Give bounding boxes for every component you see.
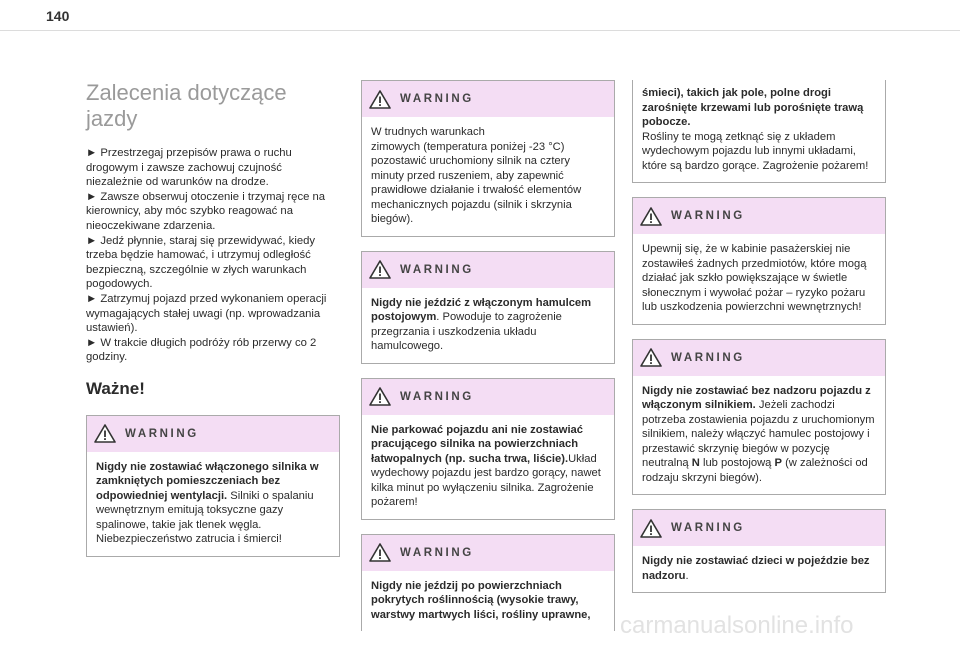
warning-text — [362, 571, 614, 632]
warning-header — [87, 416, 339, 452]
gear-neutral-label: N — [691, 457, 700, 469]
warning-text — [87, 452, 339, 556]
warning-header — [362, 252, 614, 288]
warning-plain-text: W trudnych warunkach — [371, 126, 485, 138]
warning-bold-text: Nigdy nie zostawiać włączonego silnika w zamkniętych pomieszczeniach bez odpowiedniej wentylacji. — [96, 460, 319, 502]
warning-triangle-icon — [369, 260, 391, 279]
warning-label: WARNING — [671, 351, 745, 364]
warning-plain-text: Rośliny te mogą zetknąć się z układem wydechowym pojazdu lub innymi układami, które są bardzo gorące. Zagrożenie pożarem! — [642, 130, 869, 172]
warning-label: WARNING — [400, 93, 474, 105]
warning-triangle-icon — [369, 387, 391, 406]
warning-header — [362, 81, 614, 117]
warning-box-children — [632, 509, 886, 593]
warning-label: WARNING — [125, 427, 199, 440]
warning-text — [362, 117, 614, 236]
watermark: carmanualsonline.info — [620, 612, 854, 639]
section-title-line-1: Zalecenia dotyczące — [86, 80, 287, 105]
warning-bold-text: Nigdy nie jeździj po powierzchniach pokrytych roślinnością (wysokie trawy, warstwy martwych liści, rośliny uprawne, — [371, 579, 591, 621]
warning-header — [633, 340, 885, 376]
warning-bold-text: Nie parkować pojazdu ani nie zostawiać pracującego silnika na powierzchniach łatwopalnych (np. sucha trwa, liście). — [371, 423, 583, 465]
warning-text — [633, 376, 885, 495]
warning-box-magnifying — [632, 197, 886, 325]
warning-box-cold — [361, 80, 615, 237]
advice-item: ► Zawsze obserwuj otoczenie i trzymaj ręce na kierownicy, aby móc szybko reagować na nieoczekiwane zdarzenia. — [86, 190, 326, 232]
warning-text — [633, 546, 885, 592]
gear-park-label: P — [774, 457, 782, 469]
warning-header — [633, 198, 885, 234]
warning-label: WARNING — [671, 210, 745, 222]
warning-bold-text: Nigdy nie jeździć z włączonym hamulcem postojowym — [371, 296, 592, 323]
warning-box-ventilation — [86, 415, 340, 557]
warning-triangle-icon — [369, 543, 391, 562]
warning-box-handbrake — [361, 251, 615, 364]
warning-plain-text: lub postojową — [699, 457, 775, 469]
column-3 — [632, 80, 886, 607]
warning-box-parking — [361, 378, 615, 520]
section-title-line-2: jazdy — [86, 106, 138, 131]
warning-text — [362, 415, 614, 519]
advice-item: ► W trakcie długich podróży rób przerwy co 2 godziny. — [86, 336, 317, 364]
warning-label: WARNING — [400, 263, 474, 276]
warning-bold-text: Nigdy nie zostawiać bez nadzoru pojazdu z włączonym silnikiem. — [642, 384, 871, 411]
warning-text — [633, 234, 885, 324]
warning-header — [633, 510, 885, 546]
advice-item: ► Jedź płynnie, staraj się przewidywać, kiedy trzeba będzie hamować, i utrzymuj odległość bezpieczną, szczególnie w złych warunkach pogodowych. — [86, 234, 316, 291]
important-heading: Ważne! — [86, 378, 145, 398]
driving-advice-paragraph — [86, 146, 340, 365]
warning-triangle-icon — [94, 424, 116, 443]
warning-header — [362, 535, 614, 571]
warning-text — [362, 288, 614, 363]
warning-plain-text: zimowych (temperatura poniżej -23 °C) pozostawić uruchomiony silnik na cztery minuty przed ruszeniem, aby zapewnić prawidłowe działanie i trwałość elementów mechanicznych pojazdu (silnik i skrzynia biegów). — [371, 140, 582, 225]
warning-plain-text: Jeżeli zachodzi potrzeba zostawienia pojazdu z uruchomionym silnikiem, należy włączyć hamulec postojowy i przestawić skrzynię biegów w pozycję neutralną — [642, 399, 875, 469]
warning-triangle-icon — [640, 348, 662, 367]
warning-plain-text: Układ wydechowy pojazdu jest bardzo gorący, nawet kilka minut po wyłączeniu silnika. Zagrożenie pożarem! — [371, 452, 601, 508]
column-1 — [86, 80, 340, 571]
top-rule — [0, 30, 960, 31]
warning-header — [362, 379, 614, 415]
advice-item: ► Przestrzegaj przepisów prawa o ruchu drogowym i zawsze zachowuj czujność niezależnie od warunków na drodze. — [86, 147, 292, 189]
warning-triangle-icon — [640, 519, 662, 538]
warning-label: WARNING — [400, 546, 474, 559]
warning-triangle-icon — [640, 207, 662, 226]
advice-item: ► Zatrzymuj pojazd przed wykonaniem operacji wymagających stałej uwagi (np. wprowadzania ustawień). — [86, 292, 327, 335]
warning-label: WARNING — [400, 390, 474, 403]
warning-plain-text: (w zależności od rodzaju skrzyni biegów). — [642, 457, 868, 484]
warning-box-vegetation-continued — [632, 80, 886, 183]
section-title — [86, 80, 340, 132]
warning-bold-text: Nigdy nie zostawiać dzieci w pojeździe bez nadzoru — [642, 555, 870, 582]
warning-plain-text: . — [685, 569, 689, 582]
warning-triangle-icon — [369, 90, 391, 109]
warning-box-vegetation — [361, 534, 615, 632]
warning-plain-text: Silniki o spalaniu wewnętrznym emitują toksyczne gazy spalinowe, takie jak tlenek węgla. Niebezpieczeństwo zatrucia i śmierci! — [96, 489, 314, 546]
warning-plain-text: Upewnij się, że w kabinie pasażerskiej nie zostawiłeś żadnych przedmiotów, które mogą działać jak szkło powiększające w świetle słonecznym i wywołać pożar – ryzyko pożaru lub uszkodzenia powierzchni wewnętrznych! — [642, 243, 867, 313]
warning-plain-text: . Powoduje to zagrożenie przegrzania i uszkodzenia układu hamulcowego. — [371, 311, 562, 352]
column-2 — [361, 80, 615, 645]
warning-bold-text: śmieci), takich jak pole, polne drogi zarośnięte krzewami lub porośnięte trawą pobocze. — [642, 87, 864, 128]
warning-text — [633, 80, 885, 182]
warning-box-unattended-engine — [632, 339, 886, 496]
warning-label: WARNING — [671, 522, 745, 534]
page-number: 140 — [46, 8, 70, 24]
